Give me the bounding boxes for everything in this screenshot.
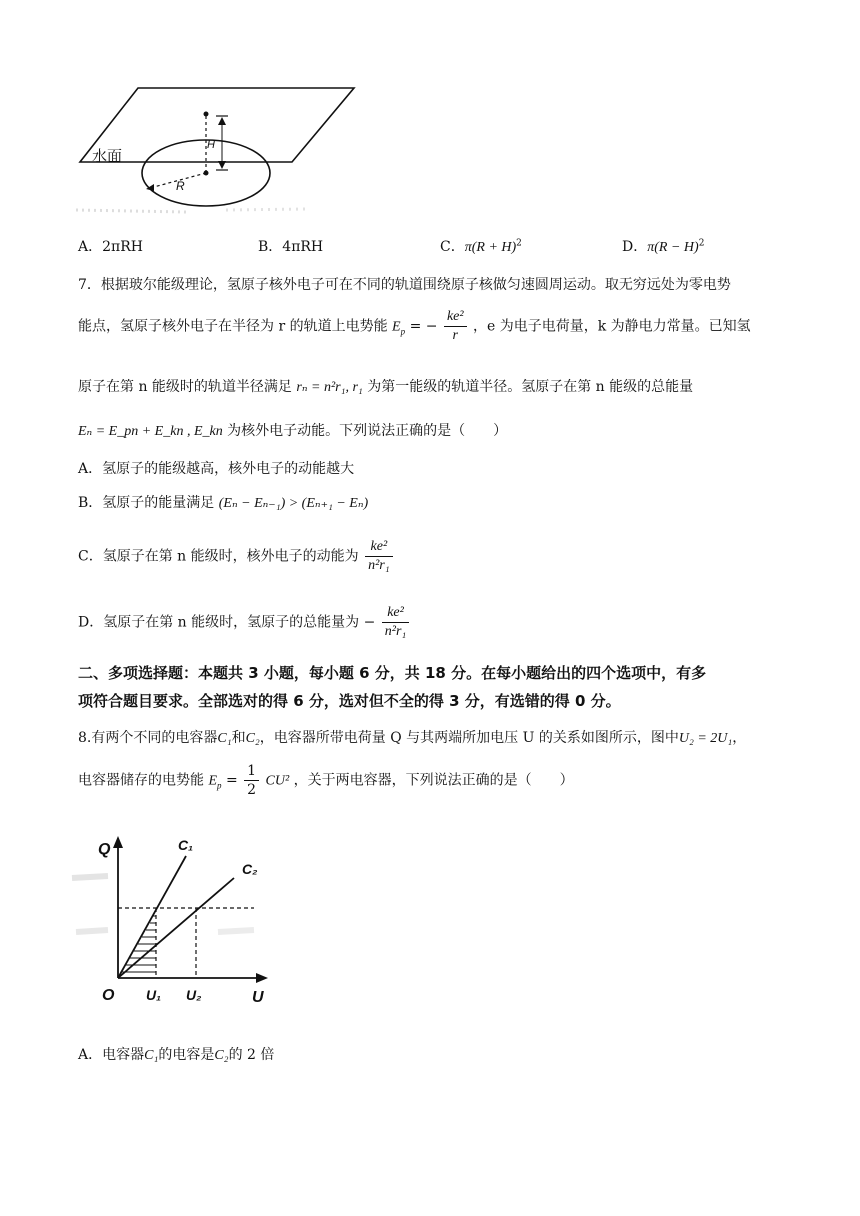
- c2-line: [118, 878, 234, 978]
- half-fraction: $\frac{1}{2}$: [244, 762, 259, 799]
- q7-option-d: D．氢原子在第 n 能级时，氢原子的总能量为 − $\frac{\text{ke²}}{\text{n²r₁}}$: [78, 604, 411, 641]
- option-c-q6: C．$\pi(R + H)^2$: [440, 238, 522, 255]
- q7-line-1: 7．根据玻尔能级理论，氢原子核外电子可在不同的轨道围绕原子核做匀速圆周运动。取无穷远处为零电势: [78, 277, 731, 293]
- ek-fraction: $\frac{\text{ke²}}{\text{n²r₁}}$: [365, 538, 393, 575]
- q-u-graph: [68, 832, 278, 1012]
- c1-line: [118, 856, 186, 978]
- q8-line-1: 8.有两个不同的电容器C₁和C₂，电容器所带电荷量 Q 与其两端所加电压 U 的关系如图所示，图中U₂ = 2U₁，: [78, 730, 747, 746]
- c1-label: C₁: [178, 837, 194, 853]
- u1-label: U₁: [146, 987, 162, 1003]
- ep-fraction: $\frac{\text{ke²}}{r}$: [444, 308, 467, 345]
- u-axis-label: U: [252, 989, 264, 1006]
- en-fraction: $\frac{\text{ke²}}{\text{n²r₁}}$: [382, 604, 410, 641]
- section-2-heading-line-1: 二、多项选择题：本题共 3 小题，每小题 6 分，共 18 分。在每小题给出的四个选项中，有多: [78, 664, 707, 682]
- option-b-q6: B．4πRH: [258, 239, 324, 255]
- q8-option-a: A．电容器C₁的电容是C₂的 2 倍: [78, 1047, 275, 1063]
- q7-line-2: 能点，氢原子核外电子在半径为 r 的轨道上电势能 $E_p$ = − $\frac{\text{ke²}}{r}$ ，e 为电子电荷量，k 为静电力常量。已知氢: [78, 309, 751, 343]
- q-axis-label: Q: [98, 841, 111, 858]
- water-surface-figure: [76, 84, 366, 224]
- q7-option-c: C．氢原子在第 n 能级时，核外电子的动能为 $\frac{\text{ke²}}{\text{n²r₁}}$: [78, 538, 395, 575]
- section-2-heading-line-2: 项符合题目要求。全部选对的得 6 分，选对但不全的得 3 分，有选错的得 0 分。: [78, 692, 621, 710]
- q7-line-3: 原子在第 n 能级时的轨道半径满足 rₙ = n²r₁, r₁ 为第一能级的轨道半径。氢原子在第 n 能级的总能量: [78, 379, 694, 395]
- q7-option-b: B．氢原子的能量满足 (Eₙ − Eₙ₋₁) > (Eₙ₊₁ − Eₙ): [78, 495, 369, 511]
- origin-label: O: [102, 987, 115, 1004]
- water-label: 水面: [92, 148, 123, 165]
- q8-line-2: 电容器储存的电势能 $E_p$ = $\frac{1}{2}$ CU² ，关于两电容器，下列说法正确的是（ ）: [78, 763, 574, 798]
- option-a-q6: A．2πRH: [78, 239, 143, 255]
- option-d-q6: D．$\pi(R - H)^2$: [622, 238, 705, 255]
- c2-label: C₂: [242, 861, 258, 877]
- q7-option-a: A．氢原子的能级越高，核外电子的动能越大: [78, 461, 355, 477]
- u2-label: U₂: [186, 987, 202, 1003]
- q7-line-4: Eₙ = E_pn + E_kn , E_kn 为核外电子动能。下列说法正确的是（ ）: [78, 423, 508, 439]
- h-label: H: [207, 139, 215, 151]
- shaded-area: [122, 916, 156, 972]
- r-label: R: [176, 179, 185, 193]
